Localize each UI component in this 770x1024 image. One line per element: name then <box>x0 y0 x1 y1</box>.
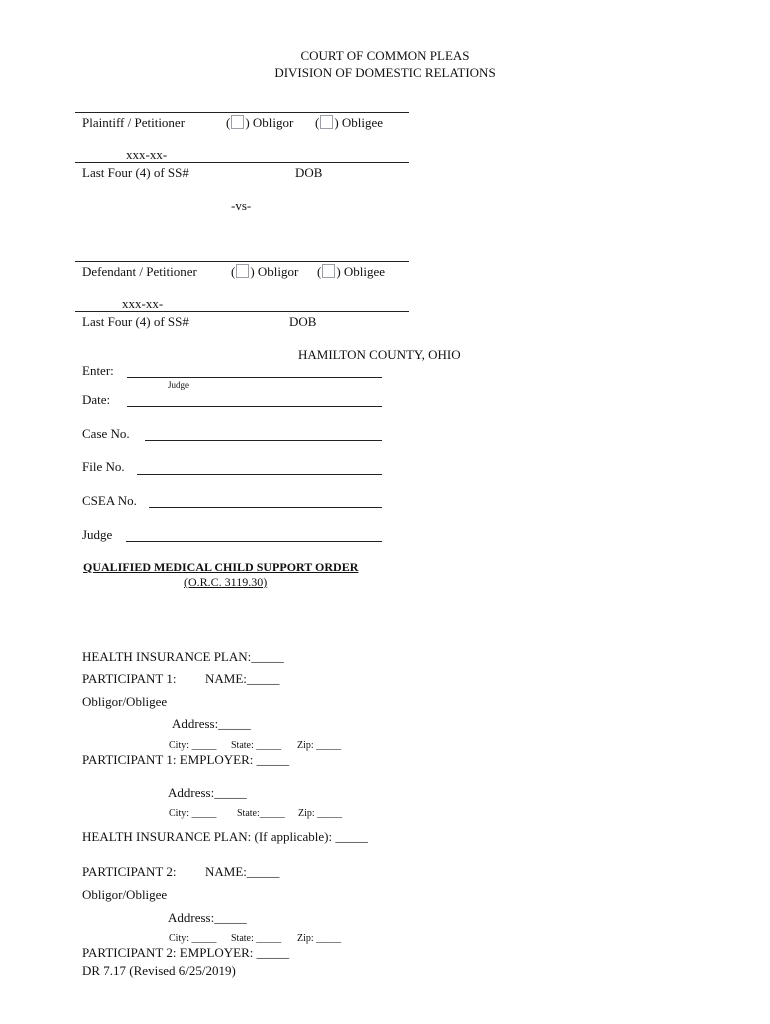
participant-2-name: NAME:_____ <box>205 864 280 879</box>
csea-no-label: CSEA No. <box>82 493 137 508</box>
health-plan-2-label: HEALTH INSURANCE PLAN: (If applicable): _____ <box>82 829 368 844</box>
versus-text: -vs- <box>231 198 252 213</box>
divider <box>75 261 409 262</box>
divider <box>75 311 409 312</box>
plaintiff-label: Plaintiff / Petitioner <box>82 115 186 130</box>
judge-label: Judge <box>82 527 113 542</box>
participant-2-zip: Zip: _____ <box>297 933 342 944</box>
obligor-label: ) Obligor <box>250 264 299 279</box>
obligee-label: ) Obligee <box>336 264 386 279</box>
obligee-label: ) Obligee <box>334 115 384 130</box>
participant-1-label: PARTICIPANT 1: <box>82 671 177 686</box>
plaintiff-ss-prefix: xxx-xx- <box>126 147 168 162</box>
employer-1-city: City: _____ <box>169 808 217 819</box>
plaintiff-obligor-checkbox[interactable] <box>231 115 244 129</box>
file-no-field[interactable] <box>137 474 382 475</box>
plaintiff-ss-label: Last Four (4) of SS# <box>82 165 189 180</box>
defendant-label: Defendant / Petitioner <box>82 264 197 279</box>
judge-field[interactable] <box>126 541 382 542</box>
defendant-ss-label: Last Four (4) of SS# <box>82 314 189 329</box>
defendant-obligee-checkbox[interactable] <box>322 264 335 278</box>
defendant-ss-prefix: xxx-xx- <box>122 296 164 311</box>
participant-2-label: PARTICIPANT 2: <box>82 864 177 879</box>
employer-1-address: Address:_____ <box>168 785 247 800</box>
division-title: DIVISION OF DOMESTIC RELATIONS <box>274 65 496 80</box>
participant-2-role: Obligor/Obligee <box>82 887 168 902</box>
csea-no-field[interactable] <box>149 507 382 508</box>
defendant-obligee-option[interactable]: ( ) Obligee <box>317 264 386 279</box>
employer-1-state: State:_____ <box>237 808 285 819</box>
date-field[interactable] <box>127 406 382 407</box>
order-statute: (O.R.C. 3119.30) <box>184 575 268 589</box>
participant-1-state: State: _____ <box>231 740 282 751</box>
participant-1-role: Obligor/Obligee <box>82 694 168 709</box>
defendant-obligor-checkbox[interactable] <box>236 264 249 278</box>
participant-2-city: City: _____ <box>169 933 217 944</box>
participant-1-zip: Zip: _____ <box>297 740 342 751</box>
date-label: Date: <box>82 392 111 407</box>
defendant-dob-label: DOB <box>289 314 317 329</box>
plaintiff-obligee-checkbox[interactable] <box>320 115 333 129</box>
health-plan-label: HEALTH INSURANCE PLAN:_____ <box>82 649 284 664</box>
plaintiff-obligee-option[interactable]: ( ) Obligee <box>315 115 384 130</box>
enter-label: Enter: <box>82 363 114 378</box>
case-no-label: Case No. <box>82 426 130 441</box>
participant-2-address: Address:_____ <box>168 910 247 925</box>
plaintiff-dob-label: DOB <box>295 165 323 180</box>
county-label: HAMILTON COUNTY, OHIO <box>298 347 461 362</box>
plaintiff-obligor-option[interactable]: ( ) Obligor <box>226 115 294 130</box>
participant-1-address: Address:_____ <box>172 716 251 731</box>
enter-field[interactable] <box>127 377 382 378</box>
order-title: QUALIFIED MEDICAL CHILD SUPPORT ORDER <box>83 560 359 574</box>
participant-2-employer: PARTICIPANT 2: EMPLOYER: _____ <box>82 945 290 960</box>
obligor-label: ) Obligor <box>245 115 294 130</box>
judge-sub-label: Judge <box>168 380 189 390</box>
defendant-obligor-option[interactable]: ( ) Obligor <box>231 264 299 279</box>
participant-1-employer: PARTICIPANT 1: EMPLOYER: _____ <box>82 752 290 767</box>
employer-1-zip: Zip: _____ <box>298 808 343 819</box>
divider <box>75 112 409 113</box>
divider <box>75 162 409 163</box>
court-title: COURT OF COMMON PLEAS <box>300 48 470 63</box>
case-no-field[interactable] <box>145 440 382 441</box>
participant-1-city: City: _____ <box>169 740 217 751</box>
participant-1-name: NAME:_____ <box>205 671 280 686</box>
file-no-label: File No. <box>82 459 125 474</box>
participant-2-state: State: _____ <box>231 933 282 944</box>
form-footer: DR 7.17 (Revised 6/25/2019) <box>82 963 236 978</box>
